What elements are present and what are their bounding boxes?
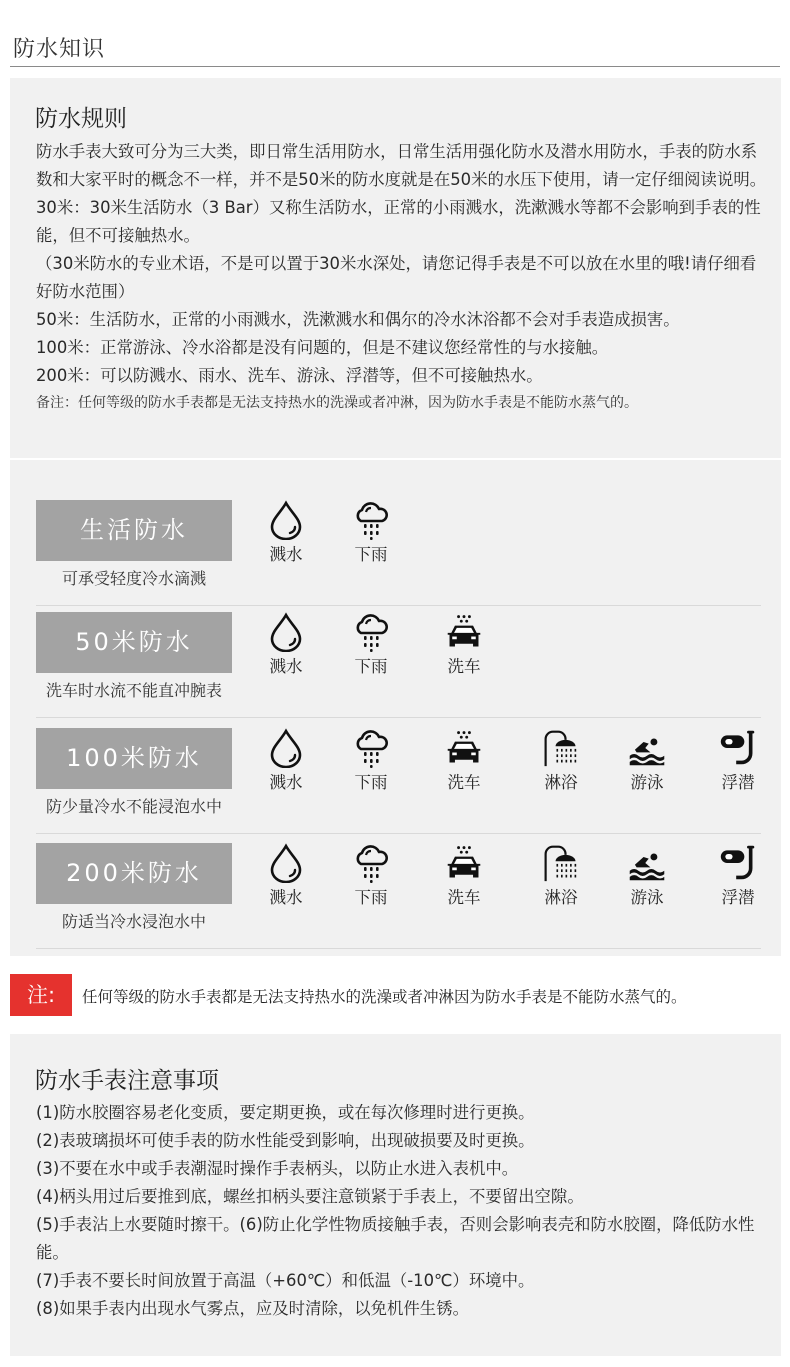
activity-label: 游泳 — [630, 773, 664, 792]
snorkel-icon — [708, 843, 768, 883]
snorkel-icon — [708, 728, 768, 768]
drop-icon — [256, 612, 316, 652]
activity-item — [531, 843, 591, 908]
notice-text: 任何等级的防水手表都是无法支持热水的洗澡或者冲淋因为防水手表是不能防水蒸气的。 — [82, 988, 687, 1006]
swimmer-icon — [617, 728, 677, 768]
activity-label: 下雨 — [354, 657, 388, 676]
car-wash-icon — [434, 612, 494, 652]
rules-paragraph: 100米：正常游泳、冷水浴都是没有问题的，但是不建议您经常性的与水接触。 — [36, 338, 609, 357]
care-item: (1)防水胶圈容易老化变质，要定期更换，或在每次修理时进行更换。 — [36, 1103, 535, 1122]
waterproof-level-row — [36, 833, 761, 949]
activity-label: 下雨 — [354, 545, 388, 564]
rain-cloud-icon — [341, 843, 401, 883]
level-badge: 100米防水 — [36, 728, 232, 789]
activity-item — [531, 728, 591, 793]
care-item: (5)手表沾上水要随时擦干。(6)防止化学性物质接触手表，否则会影响表壳和防水胶圈，降低防水性能。 — [36, 1215, 755, 1262]
activity-label: 浮潜 — [721, 888, 755, 907]
waterproof-rules-section — [10, 78, 781, 458]
rain-cloud-icon — [341, 500, 401, 540]
activity-label: 溅水 — [269, 773, 303, 792]
waterproof-level-row — [36, 490, 761, 606]
car-wash-icon — [434, 728, 494, 768]
activity-label: 游泳 — [630, 888, 664, 907]
title-divider — [10, 66, 780, 67]
activity-item — [708, 843, 768, 908]
activity-label: 溅水 — [269, 888, 303, 907]
activity-label: 洗车 — [447, 657, 481, 676]
activity-item — [341, 612, 401, 677]
activity-label: 下雨 — [354, 888, 388, 907]
level-description: 防少量冷水不能浸泡水中 — [45, 797, 222, 816]
activity-item — [256, 843, 316, 908]
waterproof-levels-section — [10, 460, 781, 956]
drop-icon — [256, 728, 316, 768]
activity-label: 洗车 — [447, 773, 481, 792]
rain-cloud-icon — [341, 728, 401, 768]
rain-cloud-icon — [341, 612, 401, 652]
rules-heading: 防水规则 — [35, 106, 127, 132]
activity-item — [434, 728, 494, 793]
rules-paragraph: 30米：30米生活防水（3 Bar）又称生活防水，正常的小雨溅水，洗漱溅水等都不会影响到手表的性能，但不可接触热水。 — [36, 198, 761, 245]
activity-item — [617, 843, 677, 908]
level-description: 防适当冷水浸泡水中 — [61, 912, 206, 931]
care-item: (3)不要在水中或手表潮湿时操作手表柄头，以防止水进入表机中。 — [36, 1159, 519, 1178]
swimmer-icon — [617, 843, 677, 883]
activity-item — [434, 843, 494, 908]
level-badge: 200米防水 — [36, 843, 232, 904]
care-section — [10, 1034, 781, 1356]
rules-body — [36, 138, 771, 416]
notice-tag: 注: — [10, 974, 72, 1016]
rules-paragraph: 50米：生活防水，正常的小雨溅水，洗漱溅水和偶尔的冷水沐浴都不会对手表造成损害。 — [36, 310, 680, 329]
activity-item — [434, 612, 494, 677]
care-item: (4)柄头用过后要推到底，螺丝扣柄头要注意锁紧于手表上，不要留出空隙。 — [36, 1187, 584, 1206]
activity-label: 溅水 — [269, 545, 303, 564]
level-badge: 生活防水 — [36, 500, 232, 561]
activity-label: 淋浴 — [544, 888, 578, 907]
activity-label: 浮潜 — [721, 773, 755, 792]
care-item: (8)如果手表内出现水气雾点，应及时清除，以免机件生锈。 — [36, 1299, 469, 1318]
drop-icon — [256, 843, 316, 883]
activity-item — [256, 728, 316, 793]
activity-label: 溅水 — [269, 657, 303, 676]
activity-item — [256, 500, 316, 565]
notice-bar — [10, 974, 781, 1016]
page-title: 防水知识 — [13, 37, 106, 62]
activity-item — [617, 728, 677, 793]
shower-icon — [531, 728, 591, 768]
level-badge: 50米防水 — [36, 612, 232, 673]
activity-label: 淋浴 — [544, 773, 578, 792]
activity-item — [341, 843, 401, 908]
waterproof-level-row — [36, 602, 761, 718]
care-item: (2)表玻璃损坏可使手表的防水性能受到影响，出现破损要及时更换。 — [36, 1131, 535, 1150]
activity-item — [708, 728, 768, 793]
shower-icon — [531, 843, 591, 883]
care-body — [36, 1099, 771, 1323]
rules-paragraph: （30米防水的专业术语，不是可以置于30米水深处，请您记得手表是不可以放在水里的哦!请仔细看好防水范围） — [36, 254, 757, 301]
activity-label: 洗车 — [447, 888, 481, 907]
level-description: 可承受轻度冷水滴溅 — [61, 569, 206, 588]
rules-paragraph: 200米：可以防溅水、雨水、洗车、游泳、浮潜等，但不可接触热水。 — [36, 366, 543, 385]
rules-paragraph: 防水手表大致可分为三大类，即日常生活用防水，日常生活用强化防水及潜水用防水，手表的防水系数和大家平时的概念不一样，并不是50米的防水度就是在50米的水压下使用，请一定仔细阅读说明。 — [36, 142, 767, 189]
drop-icon — [256, 500, 316, 540]
activity-item — [256, 612, 316, 677]
activity-label: 下雨 — [354, 773, 388, 792]
care-item: (7)手表不要长时间放置于高温（+60℃）和低温（-10℃）环境中。 — [36, 1271, 535, 1290]
activity-item — [341, 728, 401, 793]
rules-note: 备注：任何等级的防水手表都是无法支持热水的洗澡或者冲淋，因为防水手表是不能防水蒸气的。 — [36, 395, 638, 411]
waterproof-level-row — [36, 718, 761, 834]
car-wash-icon — [434, 843, 494, 883]
care-heading: 防水手表注意事项 — [35, 1068, 219, 1094]
activity-item — [341, 500, 401, 565]
level-description: 洗车时水流不能直冲腕表 — [45, 681, 222, 700]
